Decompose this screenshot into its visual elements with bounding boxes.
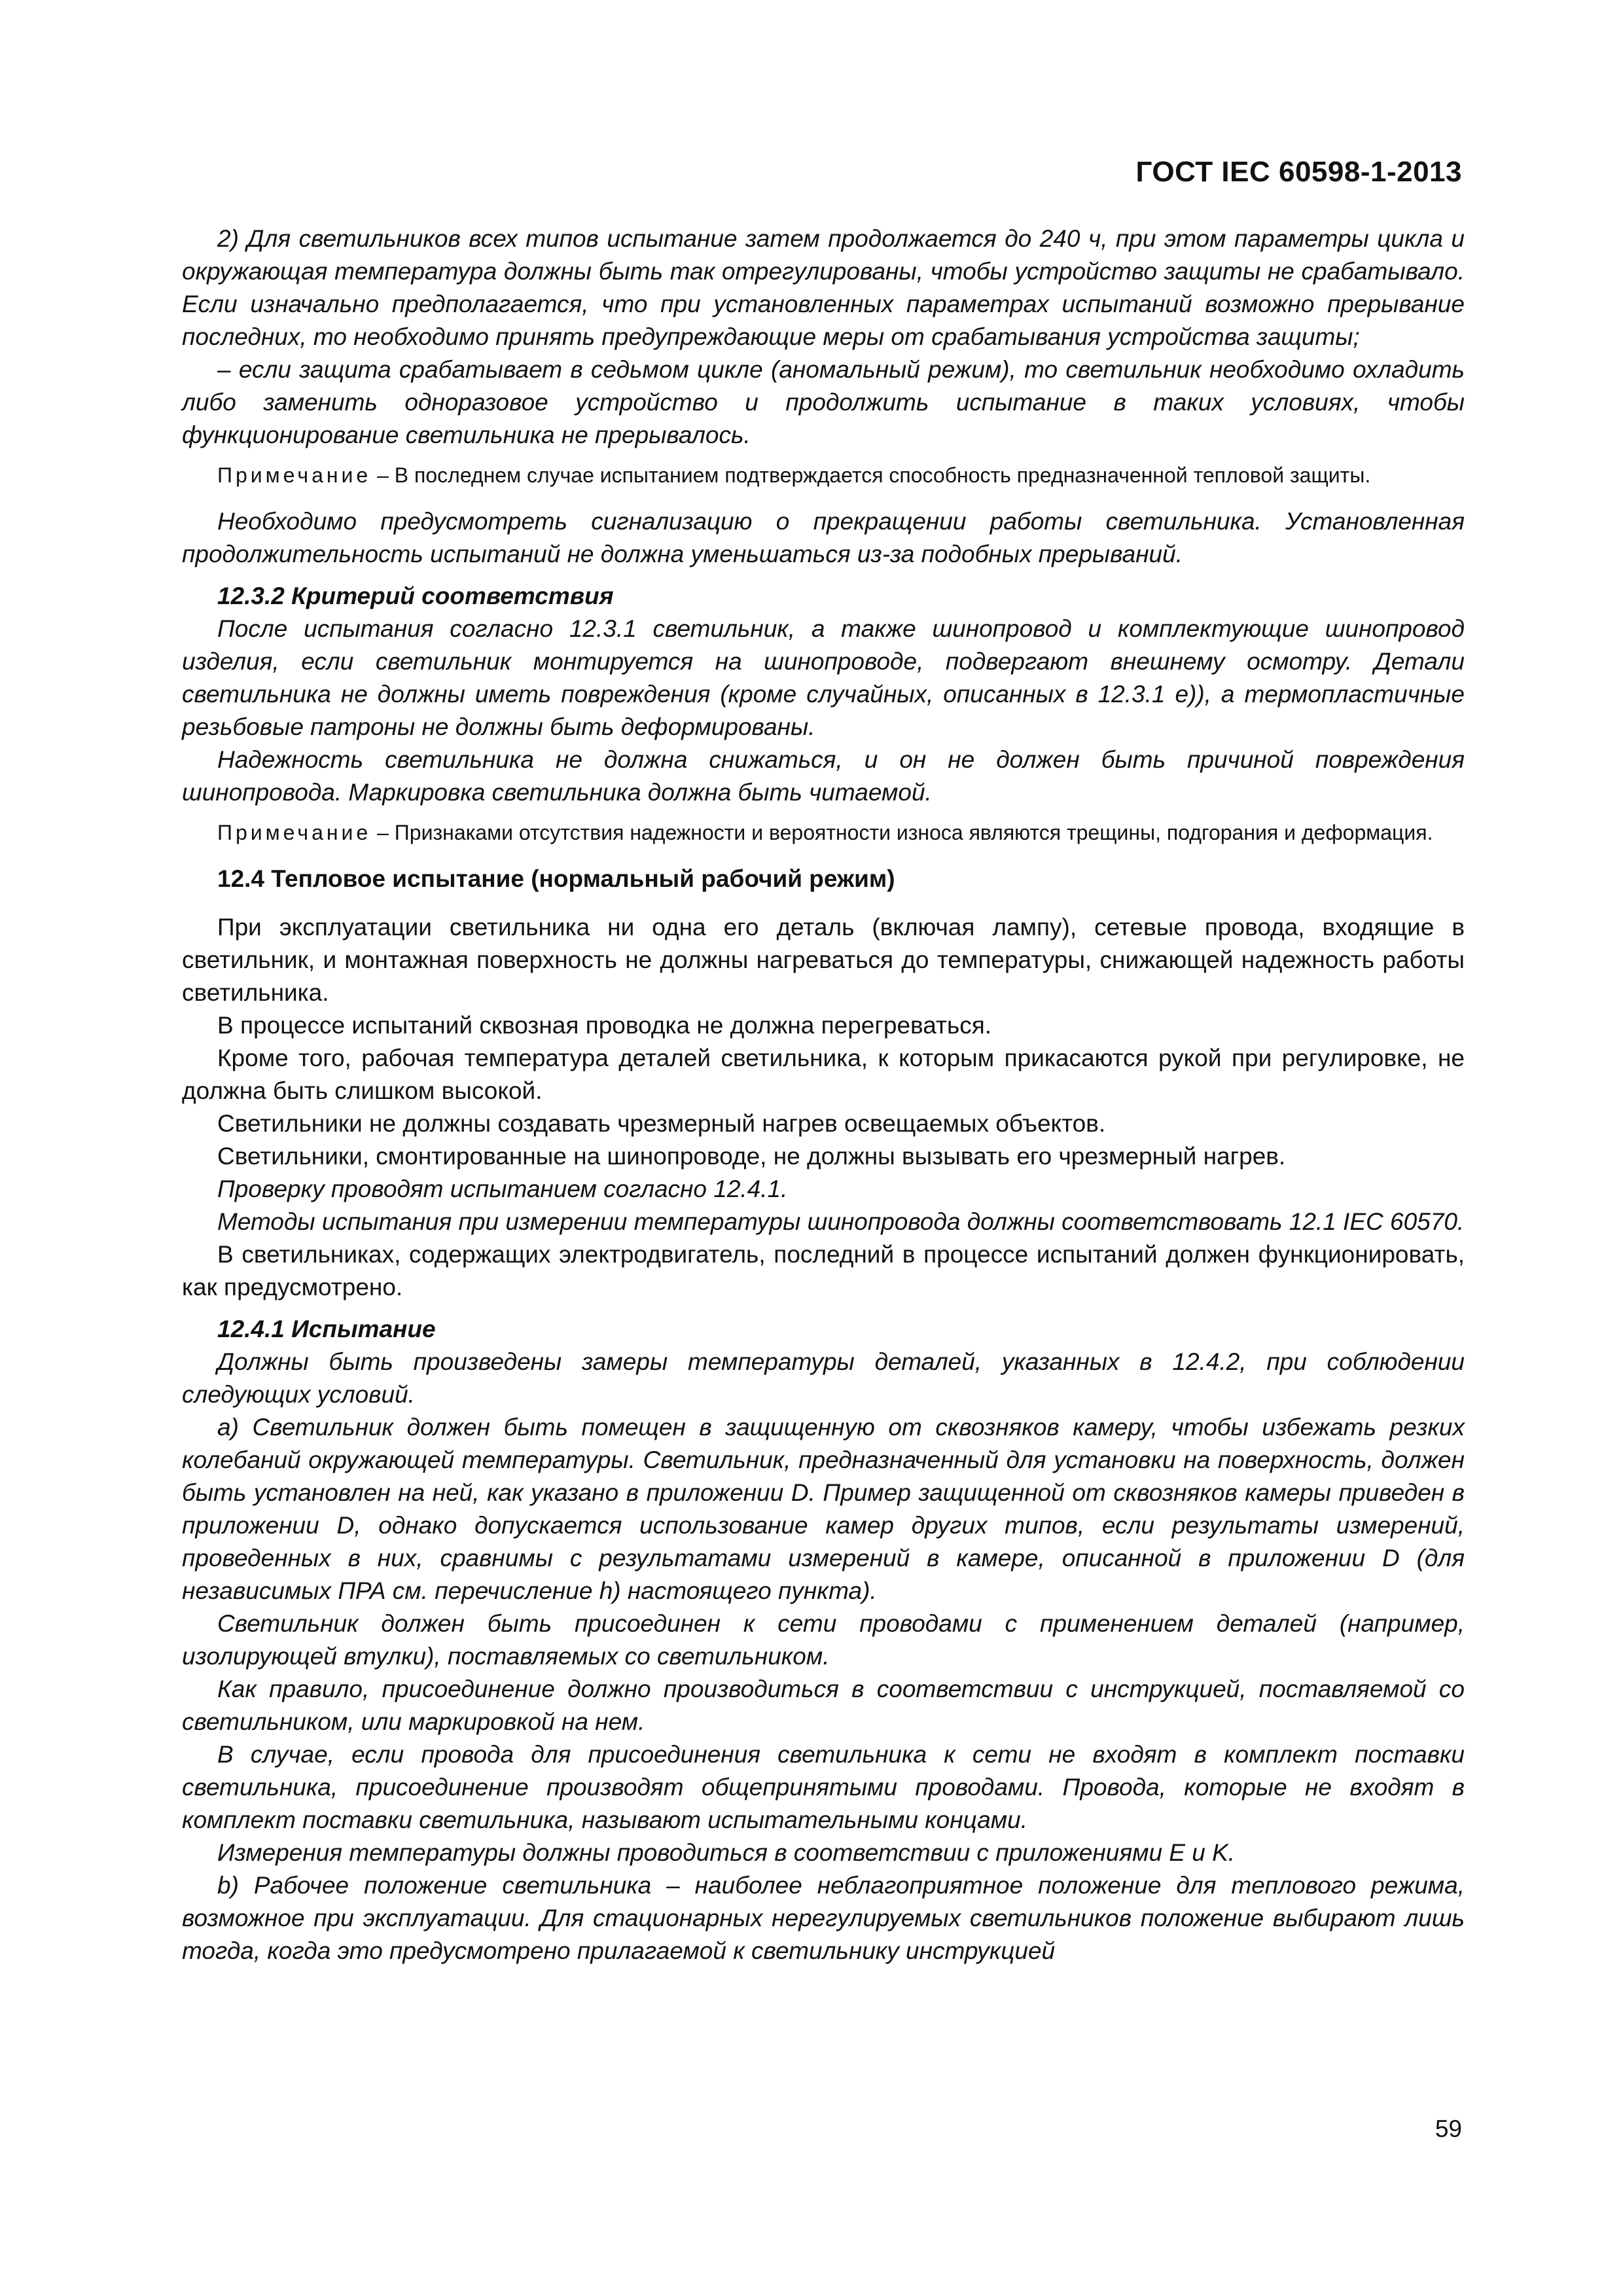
paragraph: а) Светильник должен быть помещен в защищенную от сквозняков камеру, чтобы избежать резких колебаний окружающей температуры. Светильник, предназначенный для установки на поверхность, должен быть установлен на ней, как указано в приложении D. Пример защищенной от сквозняков камеры приведен в приложении D, однако допускается использование камер других типов, если результаты измерений, проведенных в них, сравнимы с результатами измерений в камере, описанной в приложении D (для независимых ПРА см. перечисление h) настоящего пункта). — [182, 1414, 1465, 1604]
paragraph: Светильники, смонтированные на шинопроводе, не должны вызывать его чрезмерный нагрев. — [217, 1143, 1286, 1170]
note-text: Признаками отсутствия надежности и вероятности износа являются трещины, подгорания и деформация. — [394, 821, 1433, 844]
paragraph: В процессе испытаний сквозная проводка не должна перегреваться. — [217, 1012, 992, 1039]
note — [182, 818, 1465, 847]
note-dash: – — [371, 463, 395, 487]
note-label: Примечание — [217, 821, 372, 844]
page-number: 59 — [1435, 2115, 1462, 2142]
note-text: В последнем случае испытанием подтверждается способность предназначенной тепловой защиты. — [394, 463, 1371, 487]
document-body — [182, 223, 1465, 1967]
paragraph: Должны быть произведены замеры температуры деталей, указанных в 12.4.2, при соблюдении следующих условий. — [182, 1348, 1465, 1408]
paragraph: Кроме того, рабочая температура деталей светильника, к которым прикасаются рукой при регулировке, не должна быть слишком высокой. — [182, 1045, 1465, 1104]
paragraph: – если защита срабатывает в седьмом цикле (аномальный режим), то светильник необходимо охладить либо заменить одноразовое устройство и продолжить испытание в таких условиях, чтобы функционирование светильника не прерывалось. — [182, 356, 1465, 448]
note-dash: – — [371, 821, 395, 844]
paragraph: 2) Для светильников всех типов испытание затем продолжается до 240 ч, при этом параметры цикла и окружающая температура должны быть так отрегулированы, чтобы устройство защиты не срабатывало. Если изначально предполагается, что при установленных параметрах испытаний возможно прерывание последних, то необходимо принять предупреждающие меры от срабатывания устройства защиты; — [182, 225, 1465, 350]
paragraph: При эксплуатации светильника ни одна его деталь (включая лампу), сетевые провода, входящие в светильник, и монтажная поверхность не должны нагреваться до температуры, снижающей надежность работы светильника. — [182, 914, 1465, 1006]
section-heading: 12.4.1 Испытание — [217, 1316, 436, 1342]
paragraph: Методы испытания при измерении температуры шинопровода должны соответствовать 12.1 IEC 60570. — [217, 1208, 1465, 1235]
note — [182, 461, 1465, 490]
document-code-header: ГОСТ IEC 60598-1-2013 — [1135, 156, 1462, 188]
section-heading: 12.3.2 Критерий соответствия — [217, 583, 614, 609]
section-heading: 12.4 Тепловое испытание (нормальный рабочий режим) — [217, 865, 895, 892]
paragraph: Необходимо предусмотреть сигнализацию о прекращении работы светильника. Установленная продолжительность испытаний не должна уменьшаться из-за подобных прерываний. — [182, 508, 1465, 567]
paragraph: В светильниках, содержащих электродвигатель, последний в процессе испытаний должен функционировать, как предусмотрено. — [182, 1241, 1465, 1300]
paragraph: Как правило, присоединение должно производиться в соответствии с инструкцией, поставляемой со светильником, или маркировкой на нем. — [182, 1676, 1465, 1735]
paragraph: Измерения температуры должны проводиться в соответствии с приложениями E и K. — [217, 1839, 1236, 1866]
paragraph: Светильники не должны создавать чрезмерный нагрев освещаемых объектов. — [217, 1110, 1106, 1137]
paragraph: b) Рабочее положение светильника – наиболее неблагоприятное положение для теплового режима, возможное при эксплуатации. Для стационарных нерегулируемых светильников положение выбирают лишь тогда, когда это предусмотрено прилагаемой к светильнику инструкцией — [182, 1872, 1465, 1964]
paragraph: После испытания согласно 12.3.1 светильник, а также шинопровод и комплектующие шинопровод изделия, если светильник монтируется на шинопроводе, подвергают внешнему осмотру. Детали светильника не должны иметь повреждения (кроме случайных, описанных в 12.3.1 e)), а термопластичные резьбовые патроны не должны быть деформированы. — [182, 615, 1465, 740]
paragraph: Надежность светильника не должна снижаться, и он не должен быть причиной повреждения шинопровода. Маркировка светильника должна быть читаемой. — [182, 746, 1465, 806]
note-label: Примечание — [217, 463, 372, 487]
paragraph: В случае, если провода для присоединения светильника к сети не входят в комплект поставки светильника, присоединение производят общепринятыми проводами. Провода, которые не входят в комплект поставки светильника, называют испытательными концами. — [182, 1741, 1465, 1833]
paragraph: Светильник должен быть присоединен к сети проводами с применением деталей (например, изолирующей втулки), поставляемых со светильником. — [182, 1610, 1465, 1670]
paragraph: Проверку проводят испытанием согласно 12.4.1. — [217, 1175, 788, 1202]
